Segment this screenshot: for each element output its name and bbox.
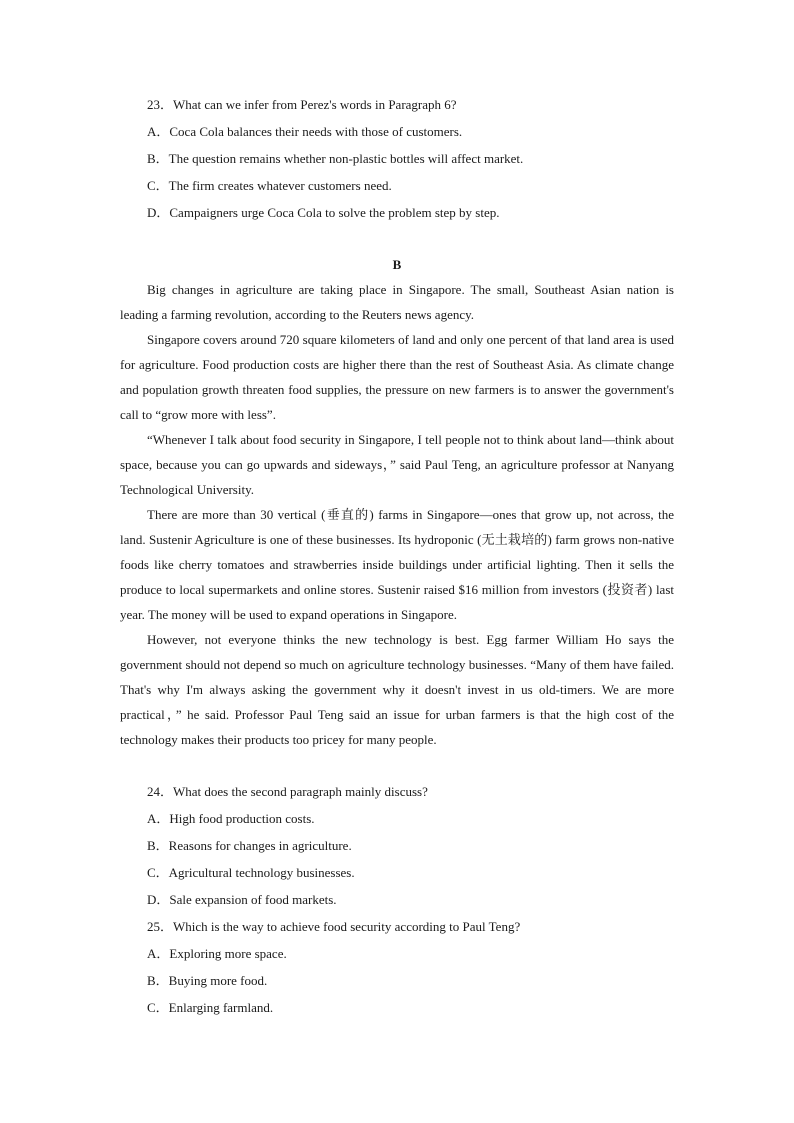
passage-paragraph-3: “Whenever I talk about food security in Singapore, I tell people not to think about land—think about space, because you can go upwards and sideways，” said Paul Teng, an agriculture professor at Nanyang Technological University.: [120, 432, 674, 497]
passage-paragraph-4: There are more than 30 vertical (垂直的) farms in Singapore—ones that grow up, not across, the land. Sustenir Agriculture is one of these businesses. Its hydroponic (无土栽培的) farm grows non-native foods like cherry tomatoes and strawberries inside buildings under artificial lighting. Then it sells the produce to local supermarkets and online stores. Sustenir raised $16 million from investors (投资者) last year. The money will be used to expand operations in Singapore.: [120, 507, 674, 622]
question-23: [120, 91, 674, 226]
question-23-option-d: D．Campaigners urge Coca Cola to solve the problem step by step.: [147, 205, 500, 220]
question-25-option-c: C．Enlarging farmland.: [147, 1000, 274, 1015]
section-b-heading: B: [392, 257, 402, 272]
question-23-option-b: B．The question remains whether non-plastic bottles will affect market.: [147, 151, 524, 166]
question-25-option-a: A．Exploring more space.: [147, 946, 287, 961]
question-25-option-b: B．Buying more food.: [147, 973, 268, 988]
question-25-stem: 25．Which is the way to achieve food security according to Paul Teng?: [147, 919, 521, 934]
question-24: [120, 778, 674, 913]
question-23-option-a: A．Coca Cola balances their needs with those of customers.: [147, 124, 463, 139]
question-23-option-c: C．The firm creates whatever customers need.: [147, 178, 392, 193]
question-24-option-a: A．High food production costs.: [147, 811, 315, 826]
passage-paragraph-5: However, not everyone thinks the new technology is best. Egg farmer William Ho says the government should not depend so much on agriculture technology businesses. “Many of them have failed. That's why I'm always asking the government why it doesn't invest in us old-timers. We are more practical，” he said. Professor Paul Teng said an issue for urban farmers is that the high cost of the technology makes their products too pricey for many people.: [120, 632, 674, 747]
question-23-stem: 23．What can we infer from Perez's words in Paragraph 6?: [147, 97, 457, 112]
question-25: [120, 913, 674, 1021]
passage-paragraph-2: Singapore covers around 720 square kilometers of land and only one percent of that land area is used for agriculture. Food production costs are higher there than the rest of Southeast Asia. As climate change and population growth threaten food supplies, the pressure on new farmers is to answer the government's call to “grow more with less”.: [120, 332, 674, 422]
question-24-option-b: B．Reasons for changes in agriculture.: [147, 838, 352, 853]
question-24-option-d: D．Sale expansion of food markets.: [147, 892, 337, 907]
passage-b: [120, 277, 674, 752]
question-24-stem: 24．What does the second paragraph mainly discuss?: [147, 784, 428, 799]
question-24-option-c: C．Agricultural technology businesses.: [147, 865, 355, 880]
passage-paragraph-1: Big changes in agriculture are taking place in Singapore. The small, Southeast Asian nation is leading a farming revolution, according to the Reuters news agency.: [120, 282, 674, 322]
